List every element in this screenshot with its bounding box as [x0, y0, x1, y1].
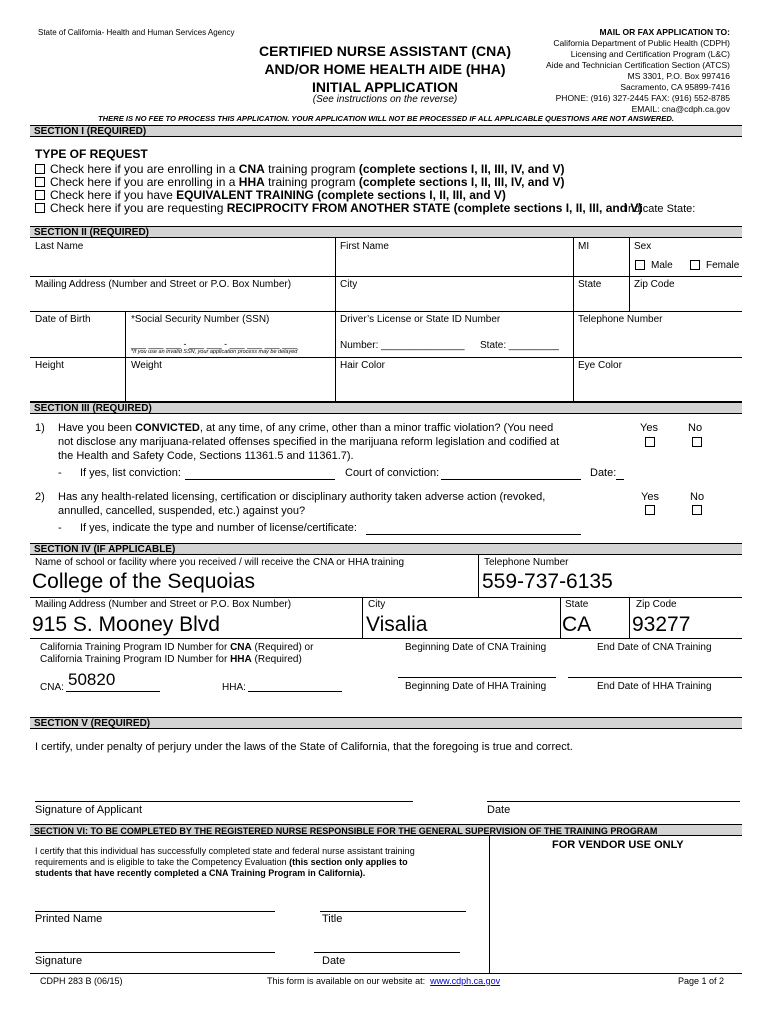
- q2-dash: -: [58, 522, 62, 534]
- school-label: Name of school or facility where you received / will receive the CNA or HHA training: [35, 557, 405, 568]
- school-zip-value[interactable]: 93277: [632, 613, 691, 636]
- begin-hha-label: Beginning Date of HHA Training: [405, 681, 547, 692]
- mail-line: Sacramento, CA 95899-7416: [620, 82, 730, 92]
- q1-no-checkbox[interactable]: [692, 437, 702, 447]
- weight-label: Weight: [131, 360, 162, 371]
- school-state-value[interactable]: CA: [562, 613, 592, 636]
- q1-yes-checkbox[interactable]: [645, 437, 655, 447]
- last-name-label: Last Name: [35, 241, 84, 252]
- school-telephone-value[interactable]: 559-737-6135: [482, 570, 613, 593]
- state-label: State: [578, 279, 602, 290]
- option-reciprocity: Check here if you are requesting RECIPROCITY FROM ANOTHER STATE (complete sections I, II, III, and V): [50, 201, 643, 215]
- eye-color-label: Eye Color: [578, 360, 622, 371]
- q2-number: 2): [35, 491, 45, 503]
- q1-number: 1): [35, 422, 45, 434]
- page-number: Page 1 of 2: [678, 976, 725, 986]
- q1-yes-label: Yes: [640, 422, 658, 434]
- school-telephone-label: Telephone Number: [484, 557, 569, 568]
- form-id: CDPH 283 B (06/15): [40, 976, 123, 986]
- end-hha-label: End Date of HHA Training: [597, 681, 712, 692]
- q2-ifyes-label: If yes, indicate the type and number of license/certificate:: [80, 522, 357, 534]
- q2-license-field[interactable]: [366, 534, 581, 535]
- section-4-bar: SECTION IV (IF APPLICABLE): [30, 543, 742, 555]
- section-6-bar: SECTION VI: TO BE COMPLETED BY THE REGISTERED NURSE RESPONSIBLE FOR THE GENERAL SUPERVISION OF THE TRAINING PROGRAM: [30, 824, 742, 836]
- mail-line: EMAIL: cna@cdph.ca.gov: [631, 104, 730, 114]
- mail-heading: MAIL OR FAX APPLICATION TO:: [599, 27, 730, 37]
- q2-no-checkbox[interactable]: [692, 505, 702, 515]
- license-number-field[interactable]: Number: _______________: [340, 340, 465, 351]
- q2-line-1: Has any health-related licensing, certification or disciplinary authority taken adverse action (revoked,: [58, 491, 546, 503]
- q1-date-label: Date:: [590, 467, 617, 479]
- program-id-line-2: California Training Program ID Number for HHA (Required): [40, 654, 302, 665]
- mi-label: MI: [578, 241, 590, 252]
- end-cna-label: End Date of CNA Training: [597, 642, 712, 653]
- applicant-signature-label: Signature of Applicant: [35, 804, 143, 816]
- ssn-blanks[interactable]: ___ ___ ___ - ___ ___ - ___ ___ ___ ___: [131, 339, 298, 349]
- cna-label: CNA:: [40, 682, 64, 693]
- rn-certify-line-1: I certify that this individual has successfully completed state and federal nurse assistant training: [35, 846, 415, 856]
- q1-dash: -: [58, 467, 62, 479]
- hair-color-label: Hair Color: [340, 360, 386, 371]
- zip-label: Zip Code: [634, 279, 675, 290]
- cna-id-value[interactable]: 50820: [68, 670, 116, 689]
- q1-conviction-label: If yes, list conviction:: [80, 467, 181, 479]
- rn-printed-name-field[interactable]: [35, 911, 275, 912]
- q2-yes-checkbox[interactable]: [645, 505, 655, 515]
- sex-label: Sex: [634, 241, 652, 252]
- agency-name: State of California- Health and Human Services Agency: [38, 28, 235, 37]
- rn-signature-field[interactable]: [35, 952, 275, 953]
- school-name-value[interactable]: College of the Sequoias: [32, 570, 255, 593]
- q2-line-2: annulled, cancelled, suspended, etc.) against you?: [58, 505, 306, 517]
- school-zip-label: Zip Code: [636, 599, 677, 610]
- option-equivalent: Check here if you have EQUIVALENT TRAINING (complete sections I, II, III, and V): [50, 188, 506, 202]
- vendor-use-label: FOR VENDOR USE ONLY: [552, 839, 684, 851]
- certify-statement: I certify, under penalty of perjury under the laws of the State of California, that the foregoing is true and correct.: [35, 741, 573, 753]
- website-note: This form is available on our website at: www.cdph.ca.gov: [267, 976, 501, 986]
- hha-label: HHA:: [222, 682, 246, 693]
- rn-certify-line-3: students that have recently completed a CNA Training Program in California).: [35, 868, 366, 878]
- q1-court-field[interactable]: [441, 479, 581, 480]
- reciprocity-checkbox[interactable]: [35, 203, 45, 213]
- rn-title-field[interactable]: [320, 911, 466, 912]
- q1-line-2: not disclose any marijuana-related offenses specified in the marijuana reform legislation and codified at: [58, 436, 560, 448]
- q1-no-label: No: [688, 422, 703, 434]
- title-line-3: INITIAL APPLICATION: [312, 79, 458, 95]
- rn-title-label: Title: [322, 913, 343, 925]
- male-label: Male: [651, 260, 673, 271]
- hha-training-checkbox[interactable]: [35, 177, 45, 187]
- rn-date-label: Date: [322, 955, 346, 967]
- license-label: Driver’s License or State ID Number: [340, 314, 501, 325]
- program-id-line-1: California Training Program ID Number for CNA (Required) or: [40, 642, 314, 653]
- male-checkbox[interactable]: [635, 260, 645, 270]
- section-3-bar: SECTION III (REQUIRED): [30, 402, 742, 414]
- female-label: Female: [706, 260, 740, 271]
- section-1-bar: SECTION I (REQUIRED): [30, 125, 742, 137]
- section-5-bar: SECTION V (REQUIRED): [30, 717, 742, 729]
- equivalent-training-checkbox[interactable]: [35, 190, 45, 200]
- rn-certify-line-2: requirements and is eligible to take the Competency Evaluation (this section only applies to: [35, 857, 408, 867]
- q1-line-3: the Health and Safety Code, Sections 11361.5 and 11361.7).: [58, 450, 354, 462]
- height-label: Height: [35, 360, 64, 371]
- applicant-date-label: Date: [487, 804, 511, 816]
- end-cna-field[interactable]: [568, 677, 742, 678]
- option-cna: Check here if you are enrolling in a CNA training program (complete sections I, II, III, IV, and V): [50, 162, 565, 176]
- type-of-request-heading: TYPE OF REQUEST: [35, 147, 148, 161]
- mailing-address-label: Mailing Address (Number and Street or P.O. Box Number): [35, 279, 292, 290]
- rn-date-field[interactable]: [314, 952, 460, 953]
- mail-line: PHONE: (916) 327-2445 FAX: (916) 552-8785: [555, 93, 730, 103]
- mail-line: MS 3301, P.O. Box 997416: [627, 71, 730, 81]
- cna-training-checkbox[interactable]: [35, 164, 45, 174]
- section-2-bar: SECTION II (REQUIRED): [30, 226, 742, 238]
- female-checkbox[interactable]: [690, 260, 700, 270]
- indicate-state-label: Indicate State:: [625, 203, 696, 215]
- rn-signature-label: Signature: [35, 955, 83, 967]
- q1-court-label: Court of conviction:: [345, 467, 440, 479]
- q2-no-label: No: [690, 491, 705, 503]
- first-name-label: First Name: [340, 241, 389, 252]
- ssn-note: *If you use an invalid SSN, your application process may be delayed: [131, 349, 298, 355]
- notice: THERE IS NO FEE TO PROCESS THIS APPLICATION. YOUR APPLICATION WILL NOT BE PROCESSED IF ALL APPLICABLE QUESTIONS ARE NOT ANSWERED.: [98, 114, 674, 123]
- applicant-date-field[interactable]: [487, 801, 740, 802]
- begin-cna-label: Beginning Date of CNA Training: [405, 642, 547, 653]
- form-title: [240, 42, 530, 96]
- ssn-label: *Social Security Number (SSN): [131, 314, 270, 325]
- applicant-signature-field[interactable]: [35, 801, 413, 802]
- school-address-value[interactable]: 915 S. Mooney Blvd: [32, 613, 220, 636]
- q1-date-field[interactable]: [616, 479, 624, 480]
- website-link[interactable]: www.cdph.ca.gov: [430, 976, 501, 986]
- school-city-label: City: [368, 599, 386, 610]
- school-city-value[interactable]: Visalia: [366, 613, 428, 636]
- option-hha: Check here if you are enrolling in a HHA training program (complete sections I, II, III, IV, and V): [50, 175, 565, 189]
- dob-label: Date of Birth: [35, 314, 91, 325]
- school-address-label: Mailing Address (Number and Street or P.O. Box Number): [35, 599, 292, 610]
- mail-block: [520, 27, 730, 115]
- q2-yes-label: Yes: [641, 491, 659, 503]
- q1-line-1: Have you been CONVICTED, at any time, of any crime, other than a minor traffic violation? (You need: [58, 422, 554, 434]
- school-state-label: State: [565, 599, 589, 610]
- hha-id-field[interactable]: [248, 691, 342, 692]
- title-line-1: CERTIFIED NURSE ASSISTANT (CNA): [259, 43, 511, 59]
- mail-line: Aide and Technician Certification Section (ATCS): [546, 60, 730, 70]
- rn-printed-name-label: Printed Name: [35, 913, 103, 925]
- title-line-2: AND/OR HOME HEALTH AIDE (HHA): [264, 61, 506, 77]
- mail-line: Licensing and Certification Program (L&C): [570, 49, 730, 59]
- form-subtitle: (See instructions on the reverse): [312, 94, 458, 105]
- mail-line: California Department of Public Health (CDPH): [553, 38, 730, 48]
- city-label: City: [340, 279, 358, 290]
- license-state-field[interactable]: State: _________: [480, 340, 559, 351]
- telephone-label: Telephone Number: [578, 314, 663, 325]
- q1-conviction-field[interactable]: [185, 479, 335, 480]
